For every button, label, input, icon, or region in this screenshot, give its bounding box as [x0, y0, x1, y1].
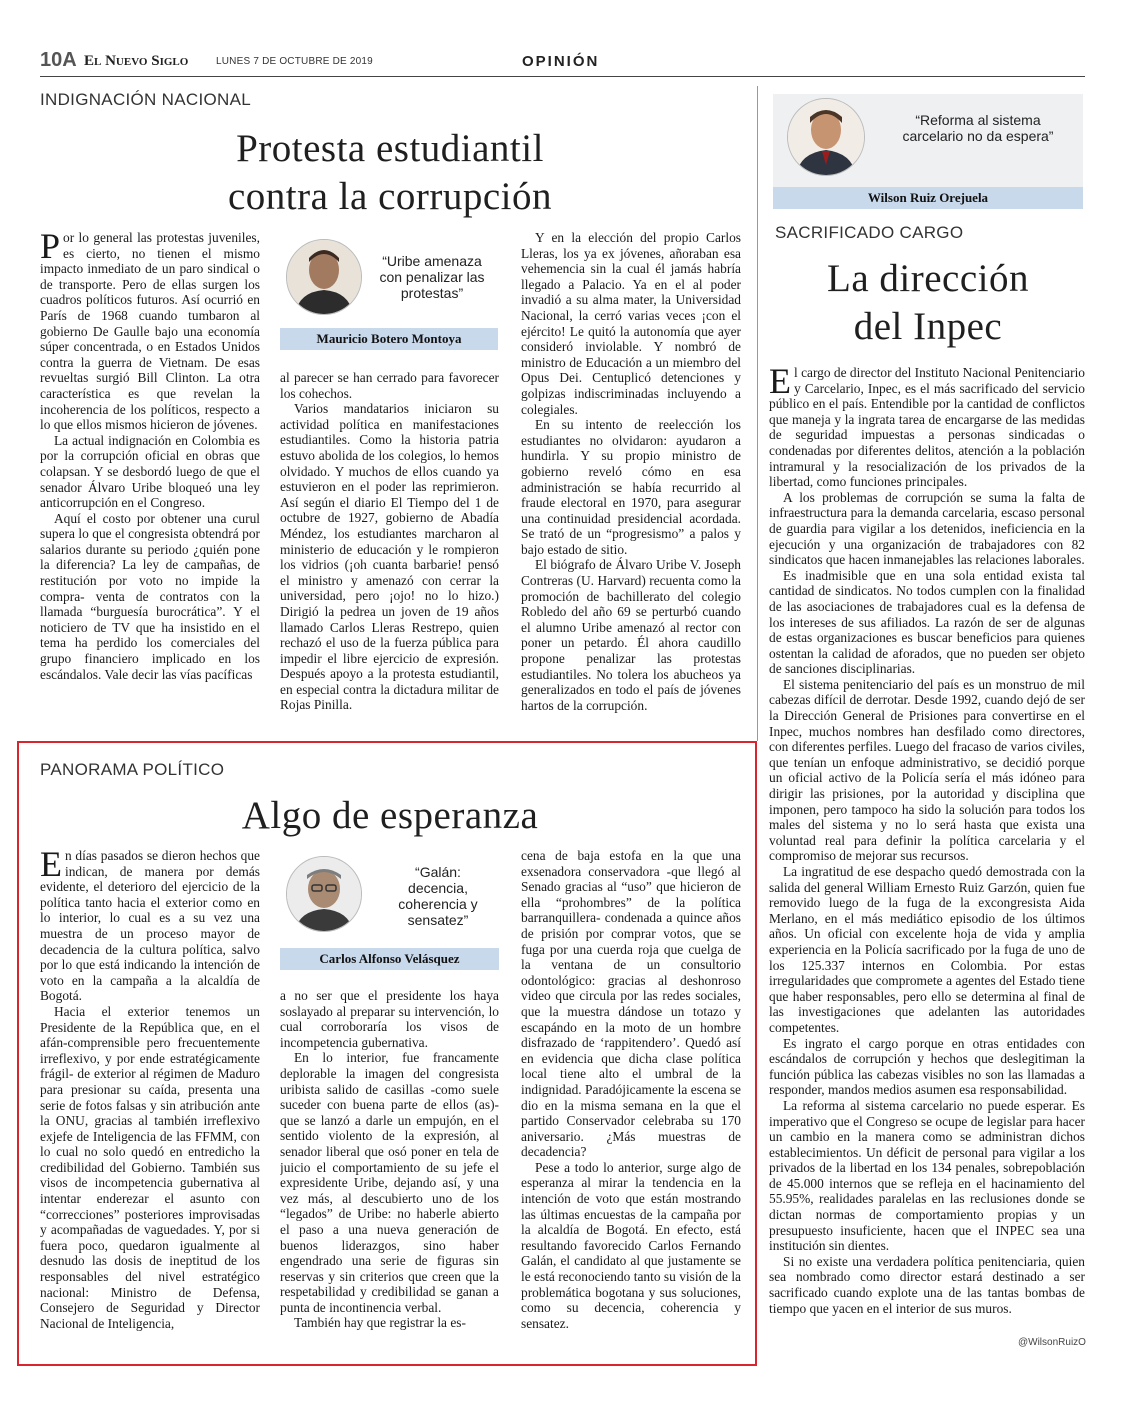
article1-author-bar	[280, 328, 498, 350]
article2-paragraph: Es ingrato el cargo porque en otras entidades con escándalos de corrupción y hechos que deslegitiman la función pública las cabezas visibles no son las llamadas a responder, mandos medios asumen esa responsabilidad.	[769, 1035, 1085, 1098]
author-photo-icon	[787, 98, 865, 176]
article3-paragraph: En días pasados se dieron hechos que indican, de manera por demás evidente, el deterioro del ejercicio de la política tanto hacia el exterior como en lo interior, lo cual es a su vez una muestra de un proceso mayor de decadencia de la cultura política, salvo por lo que está indicando la intención de voto en la campaña a la alcaldía de Bogotá.	[40, 848, 260, 1004]
article3-pull-quote: “Galán: decencia, coherencia y sensatez”	[398, 864, 478, 928]
article1-headline-line2: contra la corrupción	[227, 175, 553, 218]
masthead	[40, 47, 1085, 77]
article1-paragraph: La actual indignación en Colombia es por la corrupción oficial en obras que colapsan. Y se desbordó luego de que el senador Álvaro Uribe bloqueó una ley anticorrupción en el Congreso.	[40, 432, 260, 511]
article1-paragraph: Aquí el costo por obtener una curul supera lo que el congresista obtendrá por salarios durante su periodo ¿quién pone la diferencia? La ley de campañas, de restitución por voto no impide la compra- venta de contratos con la llamada “burguesía burocrática”. Y el noticiero de TV que ha insistido en el tema ha perdido los comerciales del grupo financiero implicado en los escándalos. Vale decir las vías pacíficas	[40, 510, 260, 682]
article3-paragraph: También hay que registrar la es-	[294, 1315, 466, 1331]
article1-paragraph: El biógrafo de Álvaro Uribe V. Joseph Contreras (U. Harvard) recuenta como la promoción de bachillerato del colegio Robledo del año 69 se perturbó cuando el alumno Uribe amenazó al rector con poner un petardo. Él ahora caudillo propone penalizar las protestas estudiantiles. No tolera los abucheos ya generalizados en todo el país de jóvenes hartos de la corrupción.	[521, 557, 741, 713]
article2-paragraph: Es inadmisible que en una sola entidad exista tal cantidad de sindicatos. No todos cumplen con la finalidad de las asociaciones de trabajadores cual es la defensa de los intereses de sus afiliados. La razón de ser de algunas de estas organizaciones es buscar beneficios para quienes ostentan la calidad de aforados, que no pueden ser objeto de sanciones disciplinarias.	[769, 567, 1085, 677]
article2-dropcap: E	[769, 365, 791, 401]
article1-paragraph: Y en la elección del propio Carlos Lleras, los ya ex jóvenes, añoraban esa vehemencia sin la cual él jamás habría llegado a Palacio. Ya en el al poder invadió a su alma mater, la Universidad Nacional, la cerró varias veces ¡con el ejército! Le quitó la autonomía que ayer consideró inviolable. Y nombró de ministro de Educación a un miembro del Opus Dei. Centuplicó detenciones y golpizas indiscriminadas incluyendo a colegiales.	[521, 230, 741, 417]
article2-author-box	[773, 94, 1083, 209]
article1-pull-quote: “Uribe amenaza con penalizar las protestas”	[379, 253, 485, 301]
article1-dropcap: P	[40, 230, 61, 266]
article3-paragraph: cena de baja estofa en la que una exsenadora conservadora -que llegó al Senado gracias al “uso” que hicieron de ella “prohombres” de la política barranquillera- condenada a quince años de prisión por comprar votos, que se fuga por una cuerda roja que cuelga de la ventana de un consultorio odontológico: gracias al deshonroso video que circula por las redes sociales, que la muestra dándose un totazo y escapándo en la moto de un hombre disfrazado de ‘rappitendero’. Quedó así en evidencia que dicha clase política local tiene alto el umbral de la indignidad. Paradójicamente la escena se dio en la misma semana en la que el partido Conservador celebraba su 170 aniversario. ¿Más muestras de decadencia?	[521, 848, 741, 1160]
issue-date: LUNES 7 DE OCTUBRE DE 2019	[216, 56, 373, 67]
article1-column-3	[521, 230, 741, 730]
article2-kicker: SACRIFICADO CARGO	[775, 223, 964, 242]
article2-body	[769, 365, 1085, 1335]
article2-pull-quote: “Reforma al sistema carcelario no da espera”	[902, 112, 1054, 144]
author-photo-icon	[286, 856, 362, 932]
author-handle: @WilsonRuizO	[1018, 1337, 1086, 1348]
column-divider	[757, 86, 758, 741]
article1-paragraph: al parecer se han cerrado para favorecer los cohechos.	[280, 370, 499, 401]
section-name: OPINIÓN	[522, 53, 600, 70]
paper-name: El Nuevo Siglo	[84, 53, 189, 69]
article3-author-name: Carlos Alfonso Velásquez	[319, 951, 460, 966]
article3-column-1	[40, 848, 260, 1353]
article3-column-2	[280, 988, 499, 1353]
article2-paragraph: La ingratitud de ese despacho quedó demostrada con la salida del general William Ernesto Ruiz Garzón, quien fue removido luego de la fuga de la excongresista Aida Merlano, en el más mediático episodio de los últimos años. Un oficial con excelente hoja de vida y amplia experiencia en la Policía sacrificado por la fuga de uno de los 125.337 internos en Colombia. Por estas irregularidades que compromete a agentes del Estado tiene que haber responsables, pero ello se determina al final de las investigaciones que adelanten las autoridades competentes.	[769, 864, 1085, 1035]
article2-headline-line1: La dirección	[827, 257, 1029, 300]
article2-paragraph: La reforma al sistema carcelario no puede esperar. Es imperativo que el Congreso se ocupe de legislar para hacer un cambio en la manera como se administran dichos establecimientos. Un déficit de personal para vigilar a los privados de la libertad en los 134 penales, sobrepoblación de 45.000 internos que se refleja en el hacinamiento del 55.95%, realidades paralelas en las reclusiones donde se dictan normas de comportamiento propias y un presupuesto insuficiente, hacen que el INPEC sea una institución sin dientes.	[769, 1097, 1085, 1254]
article1-paragraph: Por lo general las protestas juveniles, es cierto, no tienen el mismo impacto inmediato de un paro sindical o de transporte. Pero de ellas surgen los cuadros políticos futuros. Así ocurrió en París de 1968 cuando tumbaron al gobierno De Gaulle bajo una economía súper concentrada, o en Estados Unidos contra la guerra de Vietnam. De esas revueltas surgió Bill Clinton. La otra característica es que revelan la incoherencia de los políticos, respecto a lo que ellos mismos hicieron de jóvenes.	[40, 230, 260, 433]
article1-author-name: Mauricio Botero Montoya	[316, 331, 462, 346]
article1-column-1	[40, 230, 260, 730]
author-photo-icon	[286, 239, 362, 315]
article2-author-bar	[773, 187, 1083, 209]
article1-headline	[40, 125, 740, 221]
article2-paragraph: Si no existe una verdadera política penitenciaria, quien sea nombrado como director estará destinado a ser sacrificado cuando explote una de las tantas bombas de tiempo que yacen en el interior de sus muros.	[769, 1253, 1085, 1316]
article2-paragraph: El sistema penitenciario del país es un monstruo de mil cabezas difícil de derrotar. Desde 1992, cuando dejó de ser la Dirección General de Prisiones para convertirse en el Inpec, muchos nombres han desfilado como directores, con diferentes perfiles. Luego del fracaso de varios civiles, que tenían un enfoque administrativo, se decidió porque un oficial activo de la Policía sería el más idóneo para dirigir las prisiones, por la autoridad y disciplina que imponen, pero tampoco ha sido la solución para todos los males del sistema y no lo será hasta que exista una voluntad real para definir la política carcelaria y el compromiso de mejorar sus recursos.	[769, 676, 1085, 864]
article3-paragraph: a no ser que el presidente los haya soslayado al preparar su intervención, lo cual corroboraría los visos de incompetencia gubernativa.	[280, 988, 499, 1050]
masthead-rule	[40, 76, 1085, 77]
article3-paragraph: En lo interior, fue francamente deplorable la imagen del congresista uribista salido de casillas -como suele suceder con buena parte de ellos (as)- que se lanzó a darle un empujón, en el sentido violento de la expresión, al senador liberal que osó poner en tela de juicio el comportamiento de su jefe el expresidente Uribe, dejando así, y una vez más, al descubierto uno de los “legados” de Uribe: no haberle abierto el paso a una nueva generación de buenos liderazgos, sino haber engendrado una serie de figuras sin reservas y sin criterios que creen que la respetabilidad y credibilidad se ganan a punta de incontinencia verbal.	[280, 1050, 499, 1315]
article3-column-3	[521, 848, 741, 1353]
article3-author-box	[280, 852, 499, 970]
article2-headline	[773, 255, 1083, 351]
article1-headline-line1: Protesta estudiantil	[236, 127, 544, 170]
article3-headline: Algo de esperanza	[241, 794, 539, 837]
article3-paragraph: Pese a todo lo anterior, surge algo de esperanza al mirar la tendencia en la intención de voto que están mostrando las últimas encuestas de la campaña por la alcaldía de Bogotá. En efecto, está resultando favorecido Carlos Fernando Galán, el candidato al que justamente se le está reconociendo tanto su visión de la problemática bogotana y sus soluciones, como su decencia, coherencia y sensatez.	[521, 1159, 741, 1331]
article3-paragraph: Hacia el exterior tenemos un Presidente de la República que, en el afán-comprensible pero frecuentemente irreflexivo, y por ende estratégicamente frágil- de exterior al régimen de Maduro para presionar su caída, presenta una serie de fotos falsas y sin atribución ante la ONU, gracias al también irreflexivo exjefe de Inteligencia de las FFMM, con lo cual no solo quedó en entredicho la credibilidad del Gobierno. También sus visos de incompetencia gubernativa al intentar enderezar el asunto con “correcciones” posteriores improvisadas y acompañadas de vaguedades. Y, por si fuera poco, quedaron igualmente al desnudo las dosis de ineptitud de los responsables del nivel estratégico nacional: Ministro de Defensa, Consejero de Seguridad y Director Nacional de Inteligencia,	[40, 1003, 260, 1331]
article3-author-bar	[280, 948, 499, 970]
article3-kicker: PANORAMA POLÍTICO	[40, 760, 225, 779]
article1-paragraph: Varios mandatarios iniciaron su actividad política en manifestaciones estudiantiles. Como la historia patria estuvo abolida de los colegios, lo hemos olvidado. Y muchos de ellos cuando ya estuvieron en el poder las reprimieron. Así según el diario El Tiempo del 1 de octubre de 1927, gobierno de Abadía Méndez, los estudiantes marcharon al ministerio de educación y le rompieron los vidrios (¡oh cuanta barbarie! pensó el ministro y amenazó con cerrar la universidad, pero ¡ojo! no lo hizo.) Dirigió la pedrea un joven de 19 años llamado Carlos Lleras Restrepo, quien rechazó el uso de la fuerza pública para impedir el libre ejercicio de expresión. Después apoyo a la protesta estudiantil, en especial contra la dictadura militar de Rojas Pinilla.	[280, 401, 499, 713]
article2-headline-line2: del Inpec	[853, 305, 1003, 348]
article1-paragraph: En su intento de reelección los estudiantes no olvidaron: ayudaron a hundirla. Y su propio ministro de gobierno reveló cómo en esa administración se había recurrido al fraude electoral en 1970, para asegurar una continuidad presidencial acordada. Se trató de un “progresismo” a palos y bajo estado de sitio.	[521, 417, 741, 557]
article1-column-2	[280, 370, 499, 730]
article2-author-name: Wilson Ruiz Orejuela	[867, 190, 989, 205]
article1-author-box	[280, 235, 498, 350]
article1-kicker: INDIGNACIÓN NACIONAL	[40, 90, 251, 109]
article2-paragraph: A los problemas de corrupción se suma la falta de infraestructura para la demanda carcelaria, escaso personal de guardia para vigilar a los detenidos, ineficiencia en la ejecución y una organización de trabajadores con 82 sindicatos que hacen inmanejables las relaciones laborales.	[769, 489, 1085, 568]
article2-paragraph: El cargo de director del Instituto Nacional Penitenciario y Carcelario, Inpec, es el más sacrificado del servicio público en el país. Entendible por la cantidad de conflictos que maneja y la ingrata tarea de encargarse de las medidas de seguridad impuestas a personas sindicadas o condenadas por diferentes delitos, atención a la población intramural y la resocialización de los privados de la libertad, como funciones principales.	[769, 365, 1085, 490]
page-number: 10A	[40, 49, 77, 71]
article3-dropcap: E	[40, 848, 62, 884]
